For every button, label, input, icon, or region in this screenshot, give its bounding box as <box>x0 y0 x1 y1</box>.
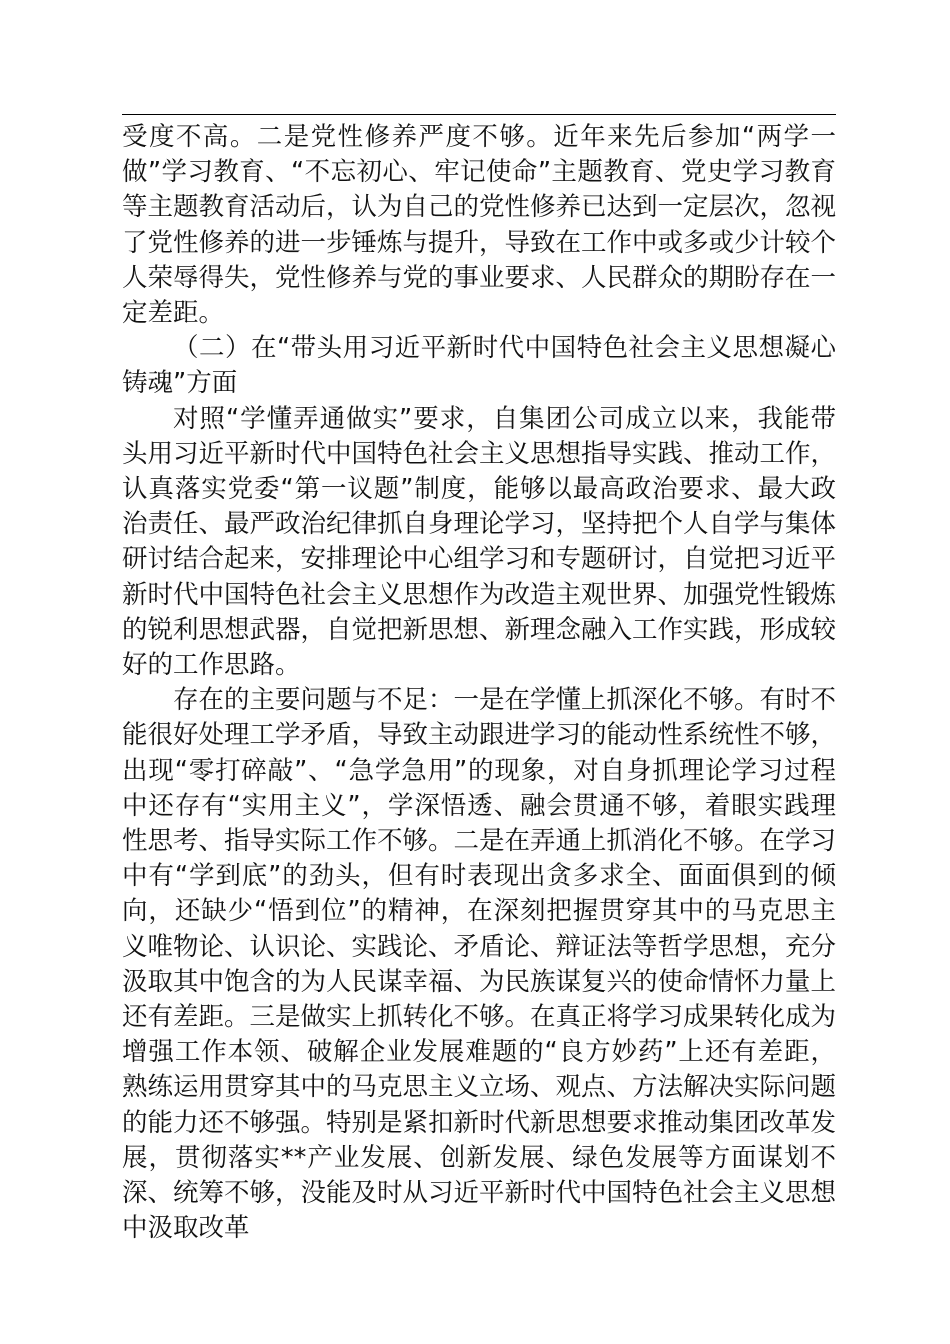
header-rule <box>122 114 836 115</box>
document-body <box>122 120 836 1247</box>
paragraph-continuation: 受度不高。二是党性修养严度不够。近年来先后参加“两学一做”学习教育、“不忘初心、牢记使命”主题教育、党史学习教育等主题教育活动后，认为自己的党性修养已达到一定层次，忽视了党性修养的进一步锤炼与提升，导致在工作中或多或少计较个人荣辱得失，党性修养与党的事业要求、人民群众的期盼存在一定差距。 <box>122 122 837 329</box>
paragraph-problems: 存在的主要问题与不足：一是在学懂上抓深化不够。有时不能很好处理工学矛盾，导致主动跟进学习的能动性系统性不够，出现“零打碎敲”、“急学急用”的现象，对自身抓理论学习过程中还存有“实用主义”，学深悟透、融会贯通不够，着眼实践理性思考、指导实际工作不够。二是在弄通上抓消化不够。在学习中有“学到底”的劲头，但有时表现出贪多求全、面面俱到的倾向，还缺少“悟到位”的精神，在深刻把握贯穿其中的马克思主义唯物论、认识论、实践论、矛盾论、辩证法等哲学思想，充分汲取其中饱含的为人民谋幸福、为民族谋复兴的使命情怀力量上还有差距。三是做实上抓转化不够。在真正将学习成果转化成为增强工作本领、破解企业发展难题的“良方妙药”上还有差距，熟练运用贯穿其中的马克思主义立场、观点、方法解决实际问题的能力还不够强。特别是紧扣新时代新思想要求推动集团改革发展，贯彻落实**产业发展、创新发展、绿色发展等方面谋划不深、统筹不够，没能及时从习近平新时代中国特色社会主义思想中汲取改革 <box>122 685 837 1244</box>
section-heading: （二）在“带头用习近平新时代中国特色社会主义思想凝心铸魂”方面 <box>122 333 836 399</box>
paragraph-performance: 对照“学懂弄通做实”要求，自集团公司成立以来，我能带头用习近平新时代中国特色社会主义思想指导实践、推动工作，认真落实党委“第一议题”制度，能够以最高政治要求、最大政治责任、最严政治纪律抓自身理论学习，坚持把个人自学与集体研讨结合起来，安排理论中心组学习和专题研讨，自觉把习近平新时代中国特色社会主义思想作为改造主观世界、加强党性锻炼的锐利思想武器，自觉把新思想、新理念融入工作实践，形成较好的工作思路。 <box>122 403 837 681</box>
